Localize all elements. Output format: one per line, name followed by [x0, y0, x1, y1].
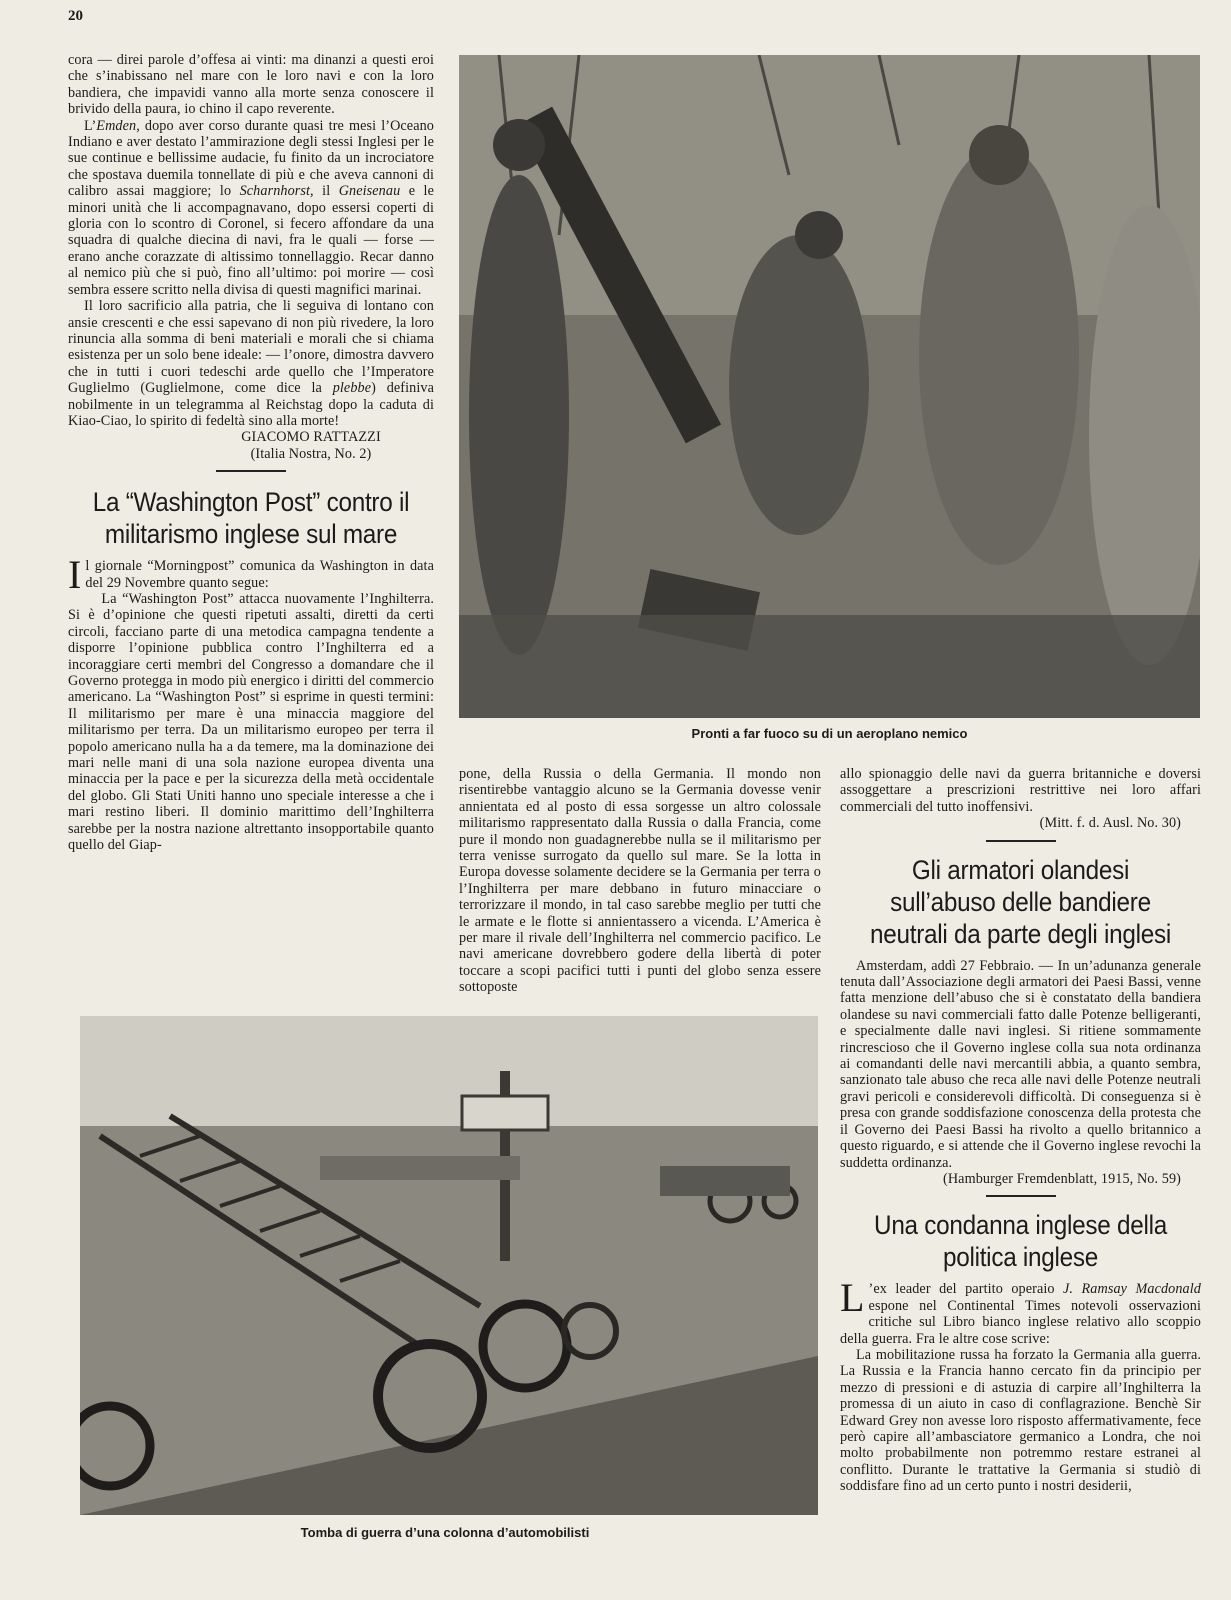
article-headline: Una condanna inglese della politica inglese	[874, 1210, 1167, 1273]
source-citation: (Italia Nostra, No. 2)	[250, 445, 372, 462]
paragraph: La “Washington Post” attacca nuovamente l’Inghilterra. Si è d’opinione che questi ripetuti assalti, diretti da certi circoli, facciano parte di una metodica campagna tendente a disporre l’opinione pubblica contro l’Inghilterra ed a incoraggiare certi membri del Congresso a domandare che il Governo protegga in modo più energico i diritti del commercio americano. La “Washington Post” si esprime in questi termini: Il militarismo per mare è una minaccia maggiore del militarismo per terra. Da un militarismo europeo per terra il popolo americano nulla ha a da temere, ma la dominazione dei mari nelle mani di una sola nazione europea diventa una minaccia per la pace e per la sicurezza della metà occidentale del globo. Gli Stati Uniti hanno uno speciale interesse a che i mari restino liberi. Il dominio marittimo dell’Inghilterra sarebbe per la nostra nazione altrettanto insopportabile quanto quello del Giap-	[68, 590, 434, 854]
paragraph: cora — direi parole d’offesa ai vinti: ma dinanzi a questi eroi che s’inabissano nel mare con le loro navi e con la loro bandiera, che impavidi vanno alla morte senza conoscere il brivido della paura, io chino il capo reverente.	[68, 52, 434, 118]
column-middle	[459, 766, 821, 996]
column-right	[840, 766, 1201, 1495]
photo-war-grave	[80, 1016, 818, 1515]
photo-caption-top: Pronti a far fuoco su di un aeroplano nemico	[691, 726, 968, 741]
separator-rule	[986, 840, 1056, 842]
paragraph: Il loro sacrificio alla patria, che li seguiva di lontano con ansie crescenti e che essi sapevano di non più rivedere, la loro rinuncia alla somma di beni materiali e morali che si chiama esistenza per un solo bene ideale: — l’onore, dimostra davvero che in tutti i cuori tedeschi arde quello che l’Imperatore Guglielmo (Guglielmone, come dice la plebbe) definiva nobilmente in un telegramma al Reichstag dopo la caduta di Kiao-Ciao, lo spirito di fedeltà sino alla morte!	[68, 298, 434, 429]
column-left	[68, 52, 434, 853]
drop-cap: L	[840, 1275, 865, 1321]
paragraph: pone, della Russia o della Germania. Il mondo non risentirebbe vantaggio alcuno se la Germania dovesse venir annientata ed al posto di essa sorgesse un altro colossale militarismo rappresentato dalla Russia o dalla Francia, come pure il mondo non guadagnerebbe nulla se il militarismo per terra venisse surrogato da quello sul mare. Se la lotta in Europa dovesse solamente decidere se la Germania per terra o l’Inghilterra per mare debbano in futuro minacciare o terrorizzare il mondo, in tal caso sarebbe meglio per tutti che le armate e le flotte si annientassero a vicenda. L’America è per mare il rivale dell’Inghilterra nel commercio pacifico. Le navi americane dovrebbero godere della libertà di poter toccare a scopi pacifici tutti i punti del globo senza essere sottoposte	[459, 766, 821, 996]
paragraph: La mobilitazione russa ha forzato la Germania alla guerra. La Russia e la Francia hanno cercato fin da principio per mezzo di pressioni e di astuzia di carpire all’Inghilterra la promessa di un aiuto in caso di conflagrazione. Benchè Sir Edward Grey non avesse loro risposto affermativamente, fece però capire all’ambasciatore germanico a Londra, che noi molto probabilmente non potremmo restare estranei al conflitto. Durante le trattative la Germania si studiò di soddisfare fino ad un certo punto i nostri desiderii,	[840, 1346, 1201, 1495]
paragraph: L ’ex leader del partito operaio J. Ramsay Macdonald espone nel Continental Times notevoli osservazioni critiche sul Libro bianco inglese relativo allo scoppio della guerra. Fra le altre cose scrive:	[840, 1275, 1201, 1347]
paragraph: Amsterdam, addì 27 Febbraio. — In un’adunanza generale tenuta dall’Associazione degli armatori dei Paesi Bassi, venne fatta menzione dell’abuso che si è constatato della bandiera olandese su navi commerciali fatto dalle Potenze belligeranti, e specialmente dalle navi inglesi. Si ritiene sommamente rincrescioso che il Governo inglese colla sua nota ordinanza ai comandanti delle navi mercantili abbia, a quanto sembra, sanzionato tale abuso che reca alle navi delle Potenze neutrali gravi pericoli e considerevoli difficoltà. Di conseguenza si è presa con grande soddisfazione conoscenza della protesta che il Governo dei Paesi Bassi ha rivolto a quello britannico a questo riguardo, e si attende che il Governo inglese revochi la suddetta ordinanza.	[840, 957, 1201, 1171]
author-signature: GIACOMO RATTAZZI	[241, 429, 381, 446]
separator-rule	[986, 1195, 1056, 1197]
source-citation: (Mitt. f. d. Ausl. No. 30)	[1039, 815, 1181, 832]
page-number: 20	[68, 8, 83, 24]
article-headline: Gli armatori olandesi sull’abuso delle bandiere neutrali da parte degli inglesi	[870, 854, 1171, 949]
photo-illustration	[80, 1016, 818, 1515]
article-headline: La “Washington Post” contro il militarismo inglese sul mare	[92, 487, 410, 550]
separator-rule	[216, 470, 286, 472]
source-citation: (Hamburger Fremdenblatt, 1915, No. 59)	[943, 1170, 1181, 1187]
photo-soldiers-gun	[459, 55, 1200, 718]
photo-illustration	[459, 55, 1200, 718]
drop-cap: I	[68, 552, 82, 598]
photo-caption-bottom: Tomba di guerra d’una colonna d’automobilisti	[300, 1525, 590, 1540]
paragraph: Il giornale “Morningpost” comunica da Washington in data del 29 Novembre quanto segue:	[68, 552, 434, 598]
paragraph: allo spionaggio delle navi da guerra britanniche e doversi assoggettare a prescrizioni restrittive nei loro affari commerciali del tutto inoffensivi.	[840, 766, 1201, 815]
paragraph: L’Emden, dopo aver corso durante quasi tre mesi l’Oceano Indiano e aver destato l’ammirazione degli stessi Inglesi per le sue continue e bellissime audacie, fu finito da un incrociatore che spostava duemila tonnellate di più e che aveva cannoni di calibro assai maggiore; lo Scharnhorst, il Gneisenau e le minori unità che li accompagnavano, dopo essersi coperti di gloria con lo scontro di Coronel, si fecero affondare da una squadra di qualche diecina di navi, fra le quali — forse — erano anche corazzate di altissimo tonnellaggio. Recar danno al nemico più che si può, fino all’ultimo: poi morire — così sembra essere scritto nella divisa di questi magnifici marinai.	[68, 117, 434, 298]
